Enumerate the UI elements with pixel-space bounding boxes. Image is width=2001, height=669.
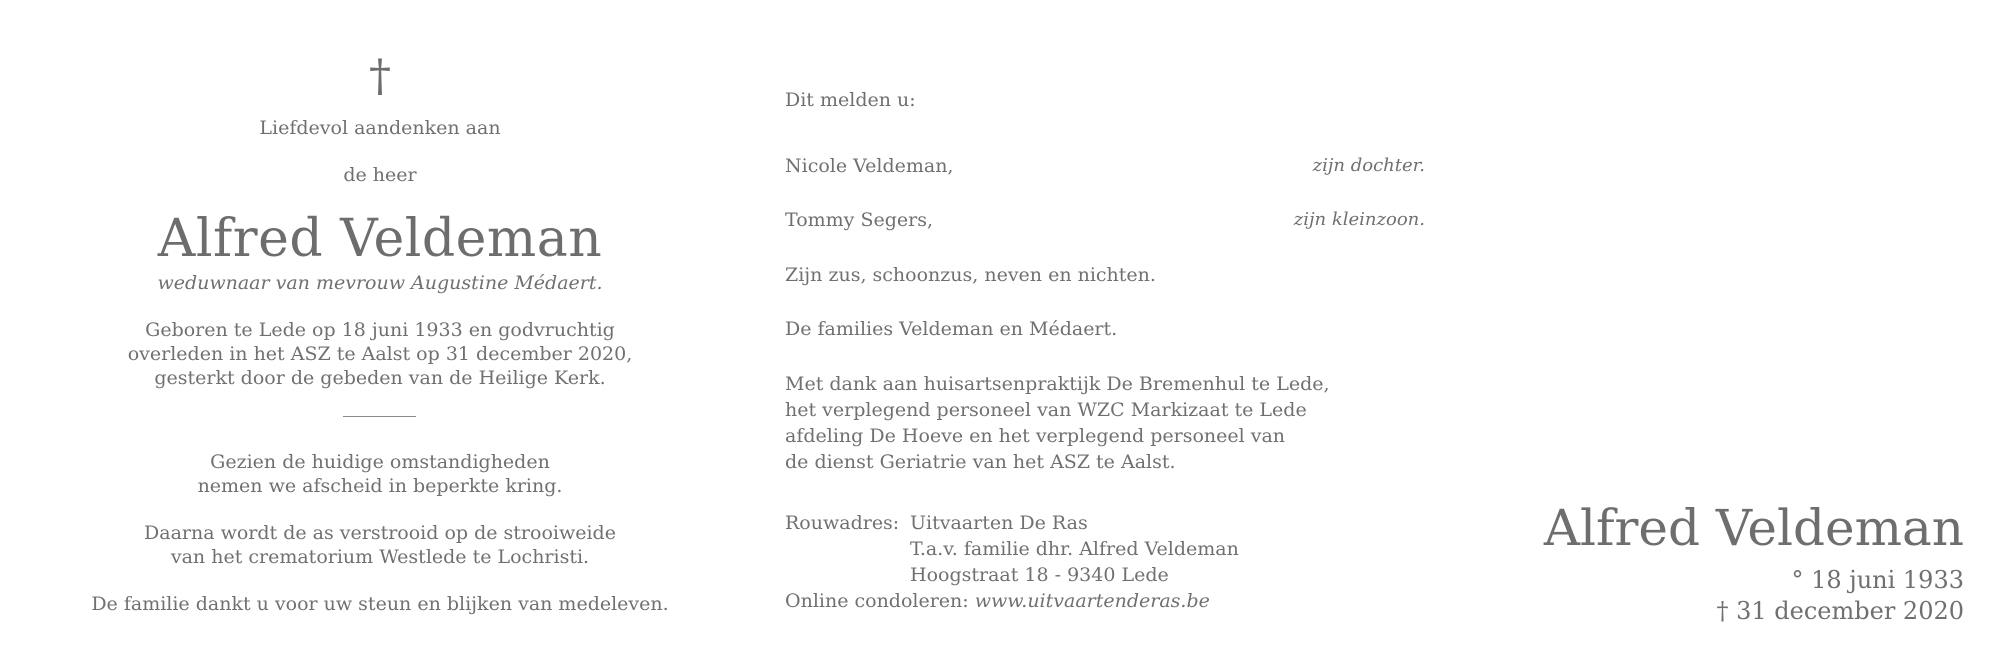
salutation-text: de heer [343,164,417,186]
relative-relation-2: zijn kleinzoon. [1293,209,1425,230]
thanks-line-1: Met dank aan huisartsenpraktijk De Bremenhul te Lede, [785,373,1330,395]
family-line-2: De families Veldeman en Médaert. [785,318,1118,340]
birth-line-2: overleden in het ASZ te Aalst op 31 december 2020, [127,343,633,365]
circumstances-line-2: nemen we afscheid in beperkte kring. [197,475,563,497]
relative-relation-1: zijn dochter. [1312,155,1425,176]
address-label: Rouwadres: [785,512,900,534]
family-line-1: Zijn zus, schoonzus, neven en nichten. [785,264,1156,286]
left-panel [0,0,760,669]
ashes-line-2: van het crematorium Westlede te Lochristi. [170,546,590,568]
thanks-line-2: het verplegend personeel van WZC Markizaat te Lede [785,399,1307,421]
announce-text: Dit melden u: [785,89,916,111]
death-date: † 31 december 2020 [1716,597,1964,625]
right-panel [1450,0,1964,669]
birth-line-1: Geboren te Lede op 18 juni 1933 en godvruchtig [145,319,615,341]
birth-line-3: gesterkt door de gebeden van de Heilige Kerk. [154,367,606,389]
divider-line [343,416,416,417]
relative-name-2: Tommy Segers, [785,209,933,231]
circumstances-line-1: Gezien de huidige omstandigheden [210,451,550,473]
middle-panel [785,0,1425,669]
address-line-1: Uitvaarten De Ras [910,512,1088,534]
address-line-2: T.a.v. familie dhr. Alfred Veldeman [910,538,1239,560]
thanks-line-3: afdeling De Hoeve en het verplegend personeel van [785,425,1286,447]
thanks-text: De familie dankt u voor uw steun en blijken van medeleven. [91,593,669,615]
condolence-link[interactable]: www.uitvaartenderas.be [974,590,1210,612]
address-line-3: Hoogstraat 18 - 9340 Lede [910,564,1169,586]
widower-text: weduwnaar van mevrouw Augustine Médaert. [157,272,603,294]
cover-name: Alfred Veldeman [1543,499,1964,557]
thanks-line-4: de dienst Geriatrie van het ASZ te Aalst. [785,451,1176,473]
relative-name-1: Nicole Veldeman, [785,155,954,177]
online-label: Online condoleren: [785,590,969,612]
birth-date: ° 18 juni 1933 [1791,566,1964,594]
cross-icon: † [369,51,391,102]
deceased-name-heading: Alfred Veldeman [157,209,603,269]
ashes-line-1: Daarna wordt de as verstrooid op de strooiweide [144,522,616,544]
online-condolence [785,589,1210,613]
intro-text: Liefdevol aandenken aan [259,117,501,139]
